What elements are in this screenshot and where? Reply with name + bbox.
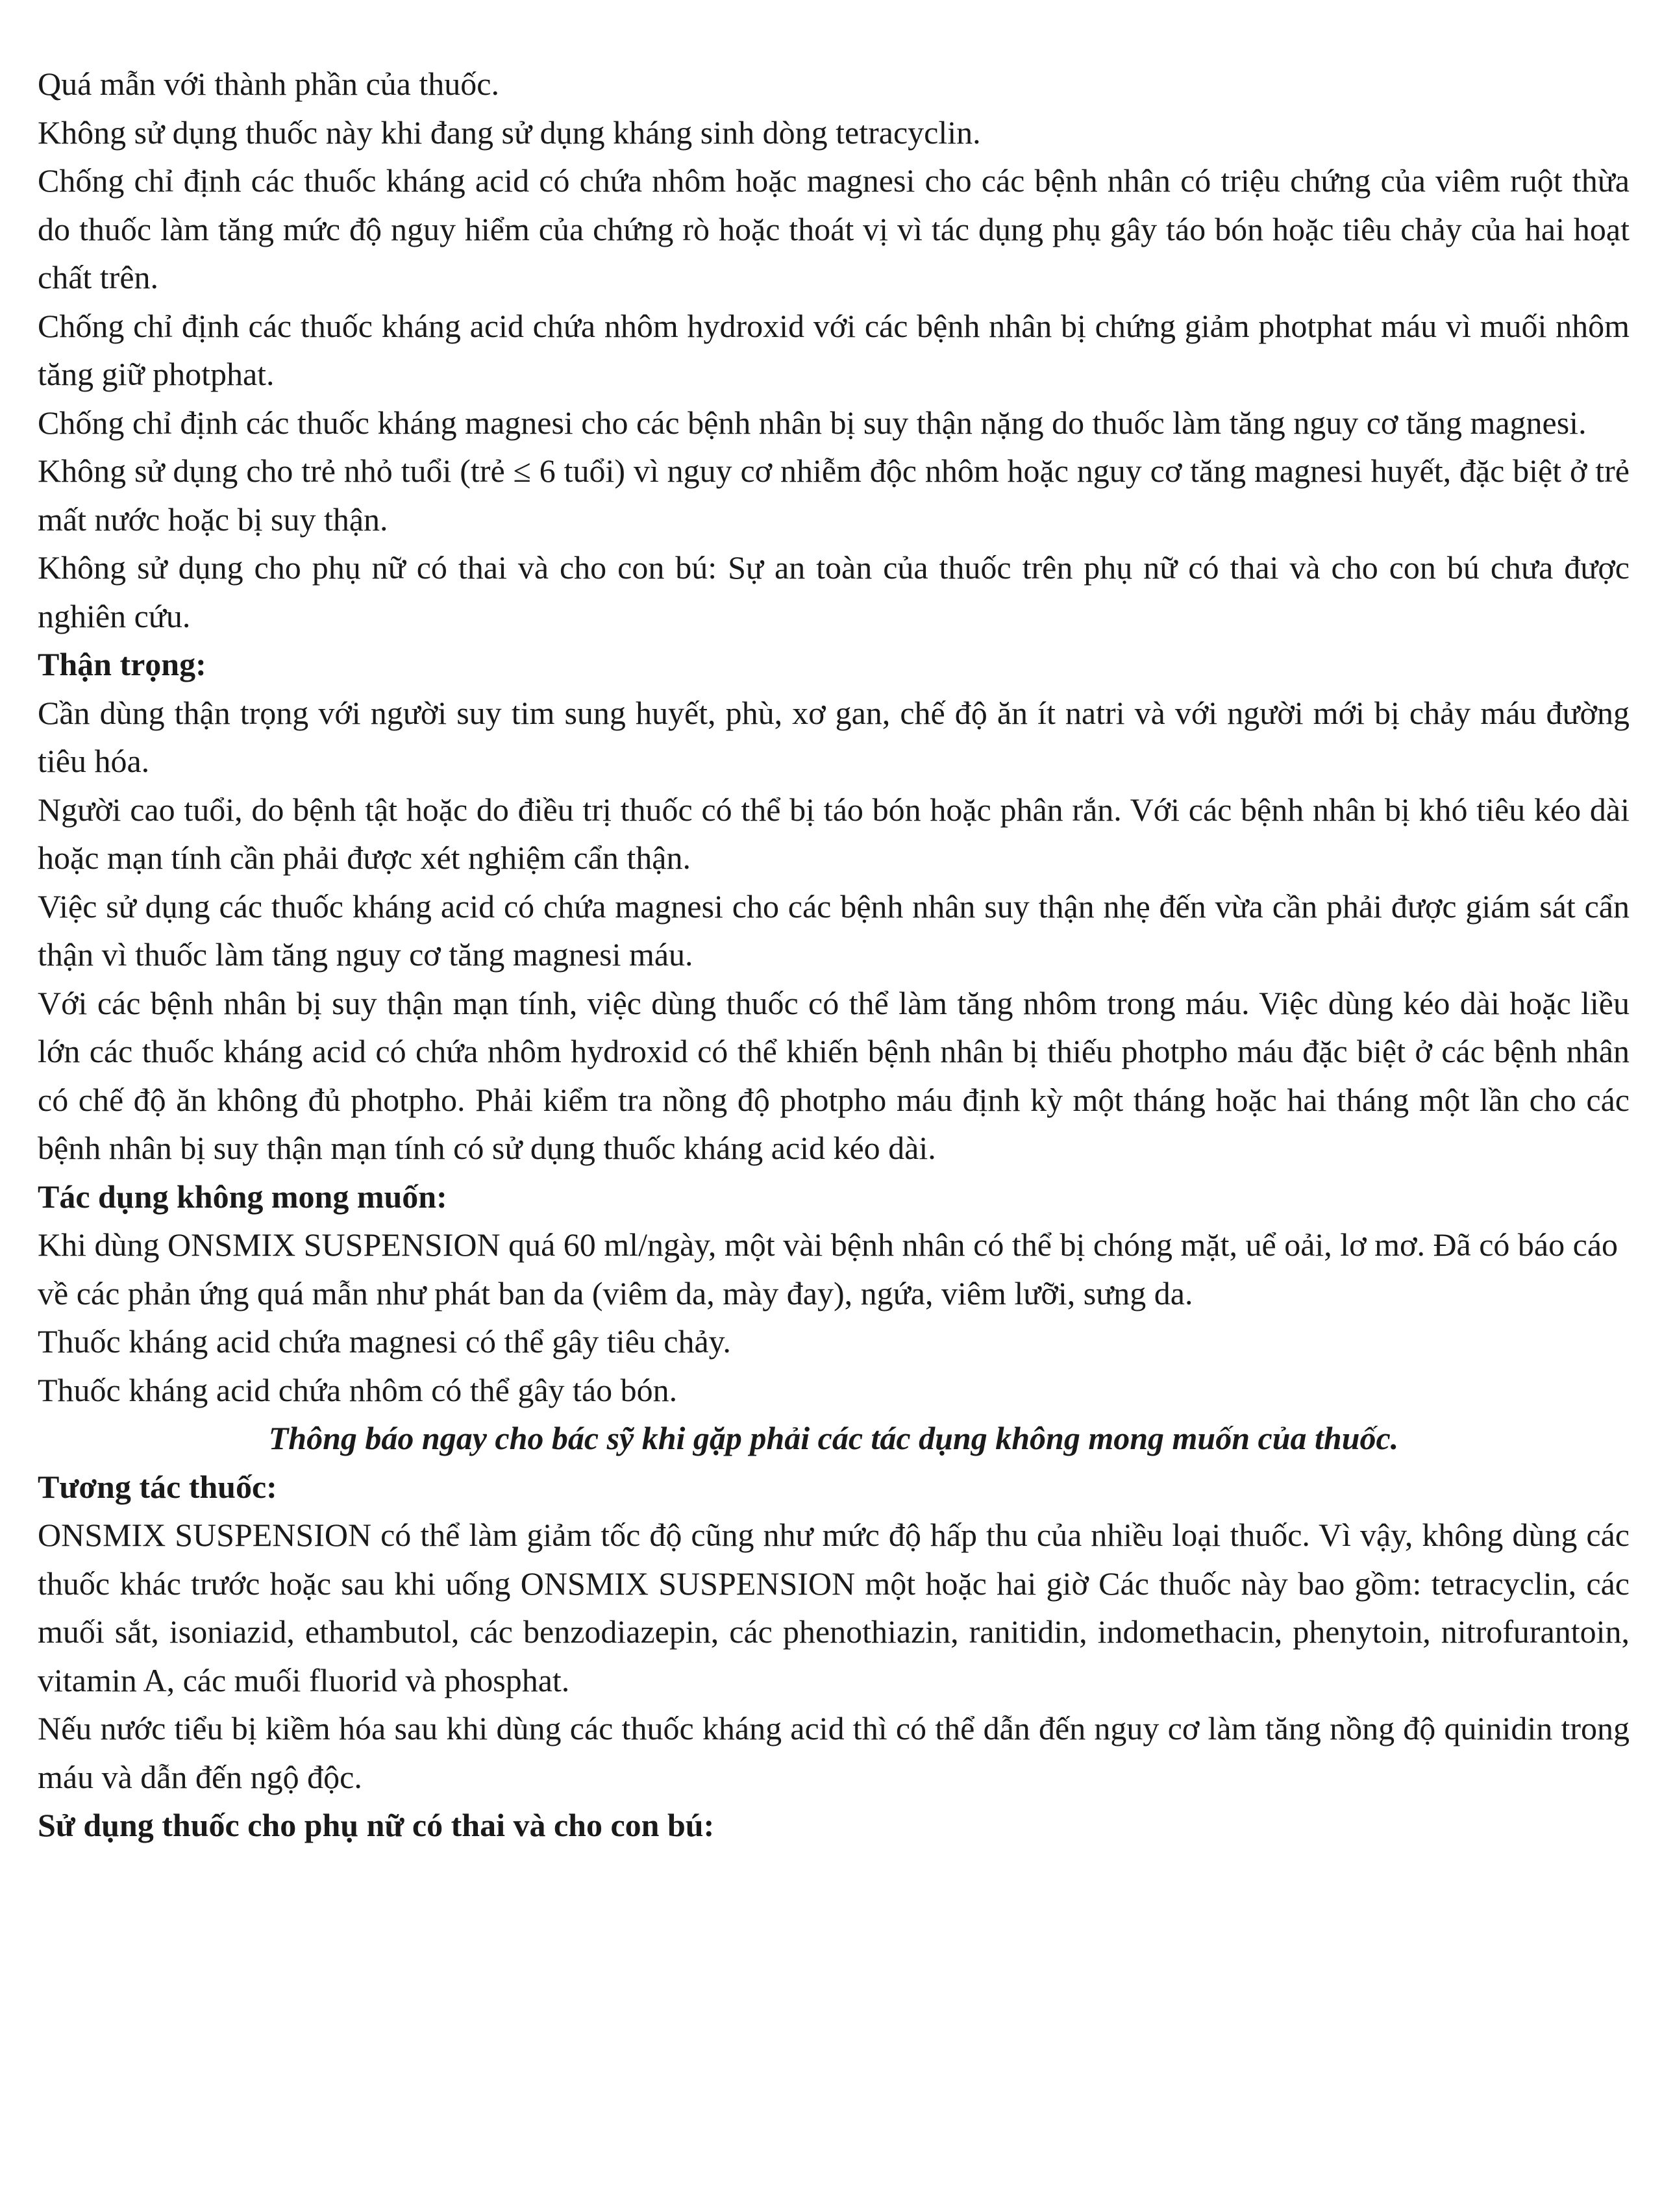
precautions-heading: Thận trọng: [38, 646, 206, 682]
precaution-item: Cần dùng thận trọng với người suy tim sung huyết, phù, xơ gan, chế độ ăn ít natri và với người mới bị chảy máu đường tiêu hóa. [38, 694, 1630, 779]
pregnancy-heading: Sử dụng thuốc cho phụ nữ có thai và cho con bú: [38, 1807, 715, 1843]
document-page [38, 60, 1630, 1850]
interaction-item: ONSMIX SUSPENSION có thể làm giảm tốc độ cũng như mức độ hấp thu của nhiều loại thuốc. Vì vậy, không dùng các thuốc khác trước hoặc sau khi uống ONSMIX SUSPENSION một hoặc hai giờ Các thuốc này bao gồm: tetracyclin, các muối sắt, isoniazid, ethambutol, các benzodiazepin, các phenothiazin, ranitidin, indomethacin, phenytoin, nitrofurantoin, vitamin A, các muối fluorid và phosphat. [38, 1517, 1630, 1698]
side-effects-notice: Thông báo ngay cho bác sỹ khi gặp phải các tác dụng không mong muốn của thuốc. [268, 1420, 1399, 1456]
side-effect-item: Thuốc kháng acid chứa magnesi có thể gây tiêu chảy. [38, 1323, 731, 1360]
contraindication-item: Không sử dụng thuốc này khi đang sử dụng kháng sinh dòng tetracyclin. [38, 114, 981, 151]
interactions-heading: Tương tác thuốc: [38, 1468, 277, 1505]
precaution-item: Người cao tuổi, do bệnh tật hoặc do điều trị thuốc có thể bị táo bón hoặc phân rắn. Với các bệnh nhân bị khó tiêu kéo dài hoặc mạn tính cần phải được xét nghiệm cẩn thận. [38, 791, 1630, 876]
precaution-item: Việc sử dụng các thuốc kháng acid có chứa magnesi cho các bệnh nhân suy thận nhẹ đến vừa cần phải được giám sát cẩn thận vì thuốc làm tăng nguy cơ tăng magnesi máu. [38, 888, 1630, 973]
contraindication-item: Chống chỉ định các thuốc kháng acid chứa nhôm hydroxid với các bệnh nhân bị chứng giảm photphat máu vì muối nhôm tăng giữ photphat. [38, 307, 1630, 392]
contraindication-item: Không sử dụng cho phụ nữ có thai và cho con bú: Sự an toàn của thuốc trên phụ nữ có thai và cho con bú chưa được nghiên cứu. [38, 549, 1630, 634]
side-effect-item: Khi dùng ONSMIX SUSPENSION quá 60 ml/ngày, một vài bệnh nhân có thể bị chóng mặt, uể oải, lơ mơ. Đã có báo cáo về các phản ứng quá mẫn như phát ban da (viêm da, mày đay), ngứa, viêm lưỡi, sưng da. [38, 1226, 1619, 1311]
side-effects-heading: Tác dụng không mong muốn: [38, 1178, 447, 1215]
contraindication-item: Chống chỉ định các thuốc kháng magnesi cho các bệnh nhân bị suy thận nặng do thuốc làm tăng nguy cơ tăng magnesi. [38, 404, 1587, 441]
interaction-item: Nếu nước tiểu bị kiềm hóa sau khi dùng các thuốc kháng acid thì có thể dẫn đến nguy cơ làm tăng nồng độ quinidin trong máu và dẫn đến ngộ độc. [38, 1710, 1630, 1795]
precaution-item: Với các bệnh nhân bị suy thận mạn tính, việc dùng thuốc có thể làm tăng nhôm trong máu. Việc dùng kéo dài hoặc liều lớn các thuốc kháng acid có chứa nhôm hydroxid có thể khiến bệnh nhân bị thiếu photpho máu đặc biệt ở các bệnh nhân có chế độ ăn không đủ photpho. Phải kiểm tra nồng độ photpho máu định kỳ một tháng hoặc hai tháng một lần cho các bệnh nhân bị suy thận mạn tính có sử dụng thuốc kháng acid kéo dài. [38, 984, 1630, 1166]
contraindication-item: Quá mẫn với thành phần của thuốc. [38, 66, 499, 102]
side-effect-item: Thuốc kháng acid chứa nhôm có thể gây táo bón. [38, 1371, 678, 1408]
contraindication-item: Chống chỉ định các thuốc kháng acid có chứa nhôm hoặc magnesi cho các bệnh nhân có triệu chứng của viêm ruột thừa do thuốc làm tăng mức độ nguy hiểm của chứng rò hoặc thoát vị vì tác dụng phụ gây táo bón hoặc tiêu chảy của hai hoạt chất trên. [38, 162, 1630, 295]
contraindication-item: Không sử dụng cho trẻ nhỏ tuổi (trẻ ≤ 6 tuổi) vì nguy cơ nhiễm độc nhôm hoặc nguy cơ tăng magnesi huyết, đặc biệt ở trẻ mất nước hoặc bị suy thận. [38, 453, 1630, 538]
